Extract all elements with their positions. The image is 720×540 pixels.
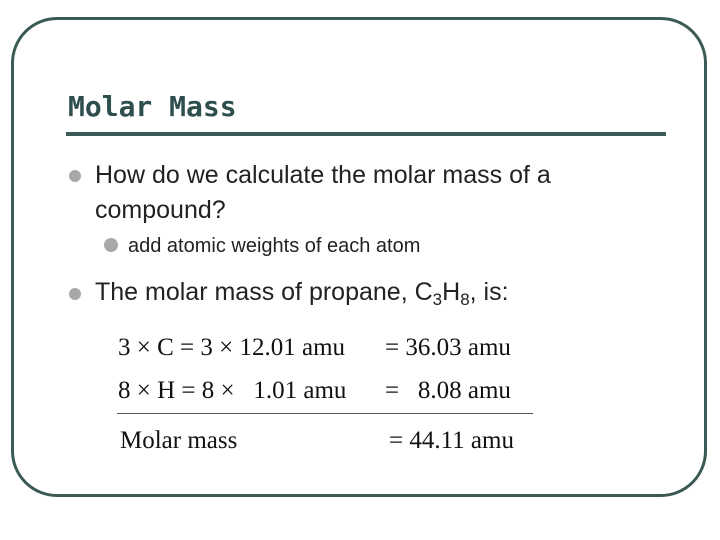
sum-divider bbox=[117, 413, 533, 414]
propane-subscript-hydrogen: 8 bbox=[460, 290, 470, 309]
sub-bullet bbox=[104, 235, 420, 258]
propane-text-h: H bbox=[442, 278, 461, 306]
title-underline bbox=[66, 132, 666, 136]
calc-hydrogen-result: = 8.08 amu bbox=[385, 377, 511, 404]
calc-hydrogen-left: 8 × H = 8 × 1.01 amu bbox=[118, 377, 347, 404]
calc-carbon-left: 3 × C = 3 × 12.01 amu bbox=[118, 334, 346, 361]
bullet-icon bbox=[69, 170, 81, 182]
propane-text-pre: The molar mass of propane, C bbox=[95, 278, 433, 306]
propane-subscript-carbon: 3 bbox=[432, 290, 443, 309]
calc-total-label: Molar mass bbox=[120, 427, 238, 454]
slide-title: Molar Mass bbox=[68, 90, 237, 123]
bullet-question: How do we calculate the molar mass of a compound? bbox=[95, 161, 551, 224]
calc-total-value: = 44.11 amu bbox=[389, 427, 514, 454]
sub-bullet-icon bbox=[104, 238, 118, 252]
calc-carbon-result: = 36.03 amu bbox=[385, 334, 511, 361]
bullet-icon bbox=[69, 288, 81, 300]
bullet-propane bbox=[95, 278, 509, 310]
sub-bullet-text: add atomic weights of each atom bbox=[128, 235, 421, 257]
propane-text-post: , is: bbox=[469, 278, 509, 306]
